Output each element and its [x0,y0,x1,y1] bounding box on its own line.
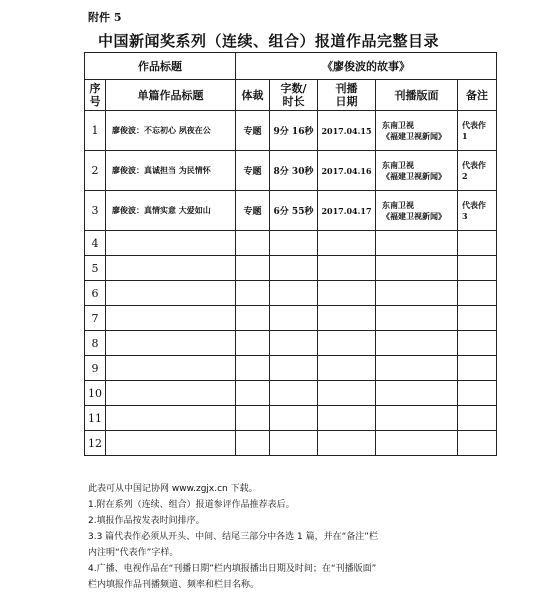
attachment-label: 附件 5 [88,11,122,24]
article-title: 廖俊波：真诚担当 为民情怀 [106,151,236,191]
empty-cell [106,381,236,406]
empty-cell [236,306,270,331]
work-title-row [85,53,497,80]
empty-cell [106,281,236,306]
table-row [85,281,497,306]
column-header-title: 单篇作品标题 [106,80,236,111]
empty-cell [458,231,497,256]
empty-cell [106,406,236,431]
empty-cell [236,231,270,256]
column-header-row [85,80,497,111]
column-header-note: 备注 [458,80,497,111]
column-header-date [318,80,376,111]
row-number: 1 [85,111,106,151]
broadcast-section [376,191,458,231]
broadcast-date: 2017.04.15 [318,111,376,151]
column-header-length [270,80,318,111]
empty-cell [458,406,497,431]
table-row [85,331,497,356]
work-title-label: 作品标题 [85,53,236,80]
empty-cell [270,381,318,406]
article-title: 廖俊波：不忘初心 夙夜在公 [106,111,236,151]
row-number: 6 [85,281,106,306]
section-channel: 东南卫视 [382,199,414,210]
article-length: 9分 16秒 [270,111,318,151]
broadcast-date: 2017.04.16 [318,151,376,191]
article-genre: 专题 [236,151,270,191]
empty-cell [376,231,458,256]
row-number: 4 [85,231,106,256]
remark-number: 1 [462,130,468,141]
row-number: 12 [85,431,106,456]
empty-cell [270,256,318,281]
empty-cell [106,306,236,331]
catalog-table [84,52,497,456]
broadcast-section [376,111,458,151]
notes-block [88,481,508,593]
empty-cell [236,256,270,281]
empty-cell [458,381,497,406]
remark [458,151,497,191]
article-length: 8分 30秒 [270,151,318,191]
row-number: 2 [85,151,106,191]
empty-cell [376,256,458,281]
empty-cell [318,231,376,256]
row-number: 8 [85,331,106,356]
section-channel: 东南卫视 [382,159,414,170]
section-program: 《福建卫视新闻》 [382,170,446,181]
broadcast-section [376,151,458,191]
empty-cell [236,431,270,456]
table-row [85,381,497,406]
note-line: 1.附在系列（连续、组合）报道参评作品推荐表后。 [88,500,295,510]
empty-cell [236,406,270,431]
empty-cell [318,281,376,306]
column-header-no [85,80,106,111]
empty-cell [106,331,236,356]
note-line: 内注明“代表作”字样。 [88,548,179,558]
table-row [85,151,497,191]
note-line: 2.填报作品按发表时间排序。 [88,516,205,526]
empty-cell [270,431,318,456]
row-number: 11 [85,406,106,431]
broadcast-date: 2017.04.17 [318,191,376,231]
remark-number: 2 [462,170,468,181]
empty-cell [270,281,318,306]
table-row [85,406,497,431]
empty-cell [270,356,318,381]
column-header-length-text: 字数/时长 [280,82,307,108]
article-title: 廖俊波：真情实意 大爱如山 [106,191,236,231]
document-title: 中国新闻奖系列（连续、组合）报道作品完整目录 [97,32,439,50]
empty-cell [106,356,236,381]
empty-cell [376,406,458,431]
empty-cell [106,231,236,256]
empty-cell [236,356,270,381]
remark-label: 代表作 [462,119,486,130]
table-row [85,231,497,256]
note-line: 栏内填报作品刊播频道、频率和栏目名称。 [88,580,260,590]
section-program: 《福建卫视新闻》 [382,210,446,221]
note-line: 3.3 篇代表作必须从开头、中间、结尾三部分中各选 1 篇，并在“备注”栏 [88,532,378,542]
empty-cell [106,256,236,281]
row-number: 10 [85,381,106,406]
empty-cell [318,431,376,456]
remark [458,191,497,231]
empty-cell [236,331,270,356]
row-number: 5 [85,256,106,281]
row-number: 7 [85,306,106,331]
table-row [85,306,497,331]
empty-cell [270,406,318,431]
note-line: 此表可从中国记协网 www.zgjx.cn 下载。 [88,484,258,494]
empty-cell [376,431,458,456]
empty-cell [458,256,497,281]
empty-cell [376,331,458,356]
work-title-value: 《廖俊波的故事》 [236,53,497,80]
section-channel: 东南卫视 [382,119,414,130]
article-genre: 专题 [236,191,270,231]
empty-cell [270,306,318,331]
remark-label: 代表作 [462,199,486,210]
table-row [85,356,497,381]
remark-number: 3 [462,210,468,221]
article-length: 6分 55秒 [270,191,318,231]
empty-cell [376,381,458,406]
empty-cell [270,331,318,356]
table-row [85,431,497,456]
empty-cell [458,281,497,306]
empty-cell [458,331,497,356]
table-row [85,111,497,151]
note-line: 4.广播、电视作品在“刊播日期”栏内填报播出日期及时间；在“刊播版面” [88,564,377,574]
empty-cell [106,431,236,456]
empty-cell [376,306,458,331]
empty-cell [376,281,458,306]
empty-cell [458,431,497,456]
row-number: 9 [85,356,106,381]
empty-cell [458,306,497,331]
empty-cell [318,331,376,356]
article-genre: 专题 [236,111,270,151]
empty-cell [376,356,458,381]
remark [458,111,497,151]
empty-cell [318,381,376,406]
empty-cell [458,356,497,381]
section-program: 《福建卫视新闻》 [382,130,446,141]
remark-label: 代表作 [462,159,486,170]
table-row [85,256,497,281]
row-number: 3 [85,191,106,231]
column-header-date-text: 刊播日期 [335,82,358,108]
column-header-no-text: 序号 [89,82,101,108]
empty-cell [236,381,270,406]
empty-cell [318,306,376,331]
empty-cell [318,356,376,381]
table-row [85,191,497,231]
empty-cell [318,256,376,281]
column-header-genre: 体裁 [236,80,270,111]
empty-cell [270,231,318,256]
column-header-section: 刊播版面 [376,80,458,111]
empty-cell [318,406,376,431]
empty-cell [236,281,270,306]
